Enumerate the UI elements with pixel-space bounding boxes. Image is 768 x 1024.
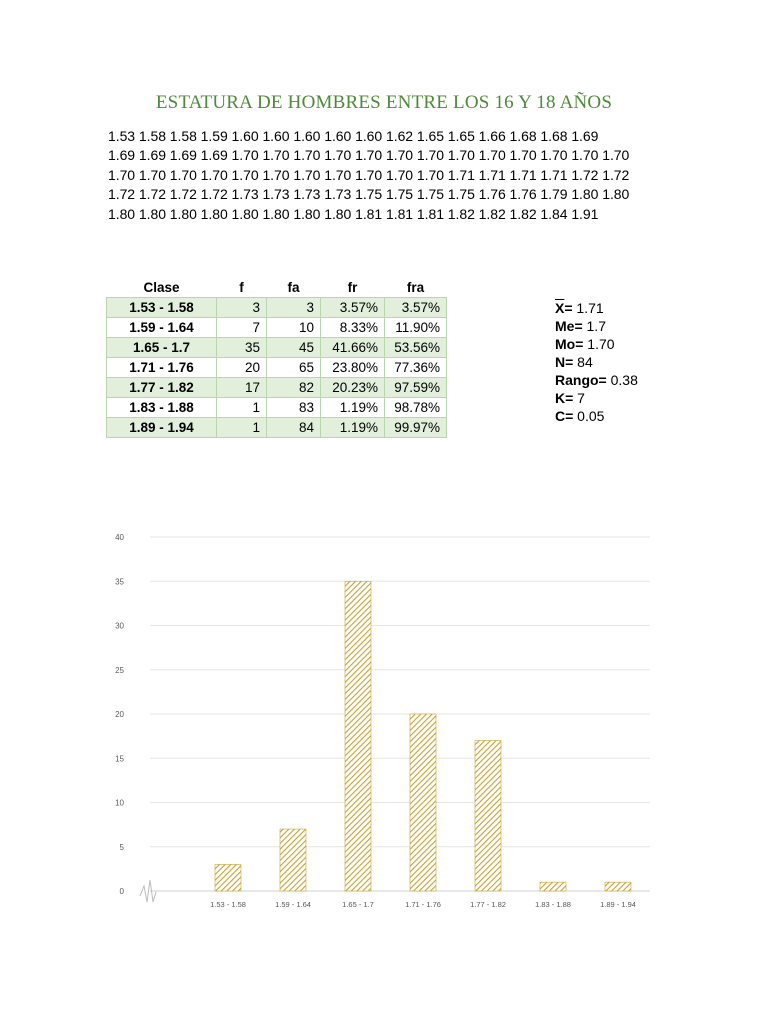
table-row <box>107 398 447 418</box>
raw-data-line: 1.70 1.70 1.70 1.70 1.70 1.70 1.70 1.70 1.70 1.70 1.70 1.71 1.71 1.71 1.71 1.72 1.72 <box>108 166 630 183</box>
cell-fra: 11.90% <box>385 318 447 338</box>
cell-fa: 10 <box>267 318 321 338</box>
cell-fra: 53.56% <box>385 338 447 358</box>
raw-data-line: 1.80 1.80 1.80 1.80 1.80 1.80 1.80 1.80 1.81 1.81 1.81 1.82 1.82 1.82 1.84 1.91 <box>108 205 599 222</box>
x-tick-label: 1.89 - 1.94 <box>600 900 636 909</box>
cell-fr: 23.80% <box>321 358 385 378</box>
x-tick-label: 1.71 - 1.76 <box>405 900 441 909</box>
cell-clase: 1.59 - 1.64 <box>107 318 217 338</box>
cell-fra: 98.78% <box>385 398 447 418</box>
y-tick-label: 25 <box>115 665 124 675</box>
raw-data-line: 1.53 1.58 1.58 1.59 1.60 1.60 1.60 1.60 1.60 1.62 1.65 1.65 1.66 1.68 1.68 1.69 <box>108 128 599 144</box>
cell-fra: 97.59% <box>385 378 447 398</box>
cell-clase: 1.83 - 1.88 <box>107 398 217 418</box>
raw-data-block <box>108 127 668 224</box>
cell-clase: 1.89 - 1.94 <box>107 418 217 438</box>
x-tick-label: 1.77 - 1.82 <box>470 900 506 909</box>
stat-label: Mo= <box>555 336 584 352</box>
header-fa: fa <box>267 277 321 298</box>
cell-fr: 1.19% <box>321 418 385 438</box>
cell-fr: 1.19% <box>321 398 385 418</box>
table-row <box>107 338 447 358</box>
cell-f: 1 <box>217 398 267 418</box>
cell-f: 35 <box>217 338 267 358</box>
header-clase: Clase <box>107 277 217 298</box>
y-tick-label: 40 <box>115 533 124 542</box>
stat-value: 1.71 <box>572 300 604 316</box>
stat-label: N= <box>555 354 574 370</box>
cell-fr: 41.66% <box>321 338 385 358</box>
bar <box>410 714 436 891</box>
cell-fa: 65 <box>267 358 321 378</box>
cell-f: 3 <box>217 298 267 318</box>
stat-n <box>555 353 638 371</box>
y-tick-label: 10 <box>115 798 124 808</box>
stat-label: Rango= <box>555 372 607 388</box>
stat-label: Me= <box>555 318 583 334</box>
cell-clase: 1.77 - 1.82 <box>107 378 217 398</box>
header-f: f <box>217 277 267 298</box>
stat-value: 1.7 <box>582 318 606 334</box>
y-tick-label: 30 <box>115 621 124 631</box>
bar <box>475 741 501 891</box>
cell-fr: 8.33% <box>321 318 385 338</box>
stat-label: K= <box>555 390 574 406</box>
stat-value: 7 <box>573 390 585 406</box>
stat-value: 0.05 <box>573 408 605 424</box>
cell-clase: 1.71 - 1.76 <box>107 358 217 378</box>
stat-mode <box>555 335 638 353</box>
summary-statistics <box>555 299 638 425</box>
cell-fra: 77.36% <box>385 358 447 378</box>
stat-range <box>555 371 638 389</box>
cell-fa: 84 <box>267 418 321 438</box>
table-row <box>107 318 447 338</box>
table-row <box>107 358 447 378</box>
stat-label: C= <box>555 408 574 424</box>
page-title: ESTATURA DE HOMBRES ENTRE LOS 16 Y 18 AÑOS <box>155 92 613 113</box>
y-tick-label: 35 <box>115 577 124 587</box>
mean-equals: = <box>564 300 573 316</box>
frequency-table <box>106 277 447 438</box>
cell-fa: 83 <box>267 398 321 418</box>
mean-symbol: $\overline{X}$ <box>555 300 565 316</box>
x-tick-label: 1.59 - 1.64 <box>275 900 311 909</box>
table-row <box>107 418 447 438</box>
stat-median <box>555 317 638 335</box>
cell-fr: 20.23% <box>321 378 385 398</box>
table-header-row <box>107 277 447 298</box>
raw-data-line: 1.69 1.69 1.69 1.69 1.70 1.70 1.70 1.70 1.70 1.70 1.70 1.70 1.70 1.70 1.70 1.70 1.70 <box>108 147 630 164</box>
cell-fra: 99.97% <box>385 418 447 438</box>
cell-fa: 3 <box>267 298 321 318</box>
bar <box>280 829 306 891</box>
y-tick-label: 5 <box>119 842 124 852</box>
table-row <box>107 298 447 318</box>
raw-data-line: 1.72 1.72 1.72 1.72 1.73 1.73 1.73 1.73 1.75 1.75 1.75 1.75 1.76 1.76 1.79 1.80 1.80 <box>108 186 630 203</box>
stat-value: 84 <box>573 354 593 370</box>
y-tick-label: 15 <box>115 754 124 764</box>
x-tick-label: 1.53 - 1.58 <box>210 900 246 909</box>
cell-fa: 45 <box>267 338 321 358</box>
cell-f: 17 <box>217 378 267 398</box>
bar <box>345 581 371 891</box>
histogram-chart <box>100 525 660 920</box>
bar <box>215 864 241 891</box>
cell-clase: 1.65 - 1.7 <box>107 338 217 358</box>
x-tick-label: 1.83 - 1.88 <box>535 900 571 909</box>
cell-fra: 3.57% <box>385 298 447 318</box>
cell-fa: 82 <box>267 378 321 398</box>
table-row <box>107 378 447 398</box>
bar <box>540 882 566 891</box>
y-tick-label: 20 <box>115 710 124 719</box>
cell-f: 20 <box>217 358 267 378</box>
x-tick-label: 1.65 - 1.7 <box>342 900 374 909</box>
cell-f: 7 <box>217 318 267 338</box>
stat-mean <box>555 299 638 317</box>
table-body <box>107 298 447 438</box>
stat-value: 0.38 <box>606 372 638 388</box>
stat-c <box>555 407 638 425</box>
cell-clase: 1.53 - 1.58 <box>107 298 217 318</box>
cell-fr: 3.57% <box>321 298 385 318</box>
header-fra: fra <box>385 277 447 298</box>
header-fr: fr <box>321 277 385 298</box>
bar <box>605 882 631 891</box>
stat-k <box>555 389 638 407</box>
cell-f: 1 <box>217 418 267 438</box>
stat-value: 1.70 <box>583 336 615 352</box>
y-tick-label: 0 <box>119 887 124 896</box>
